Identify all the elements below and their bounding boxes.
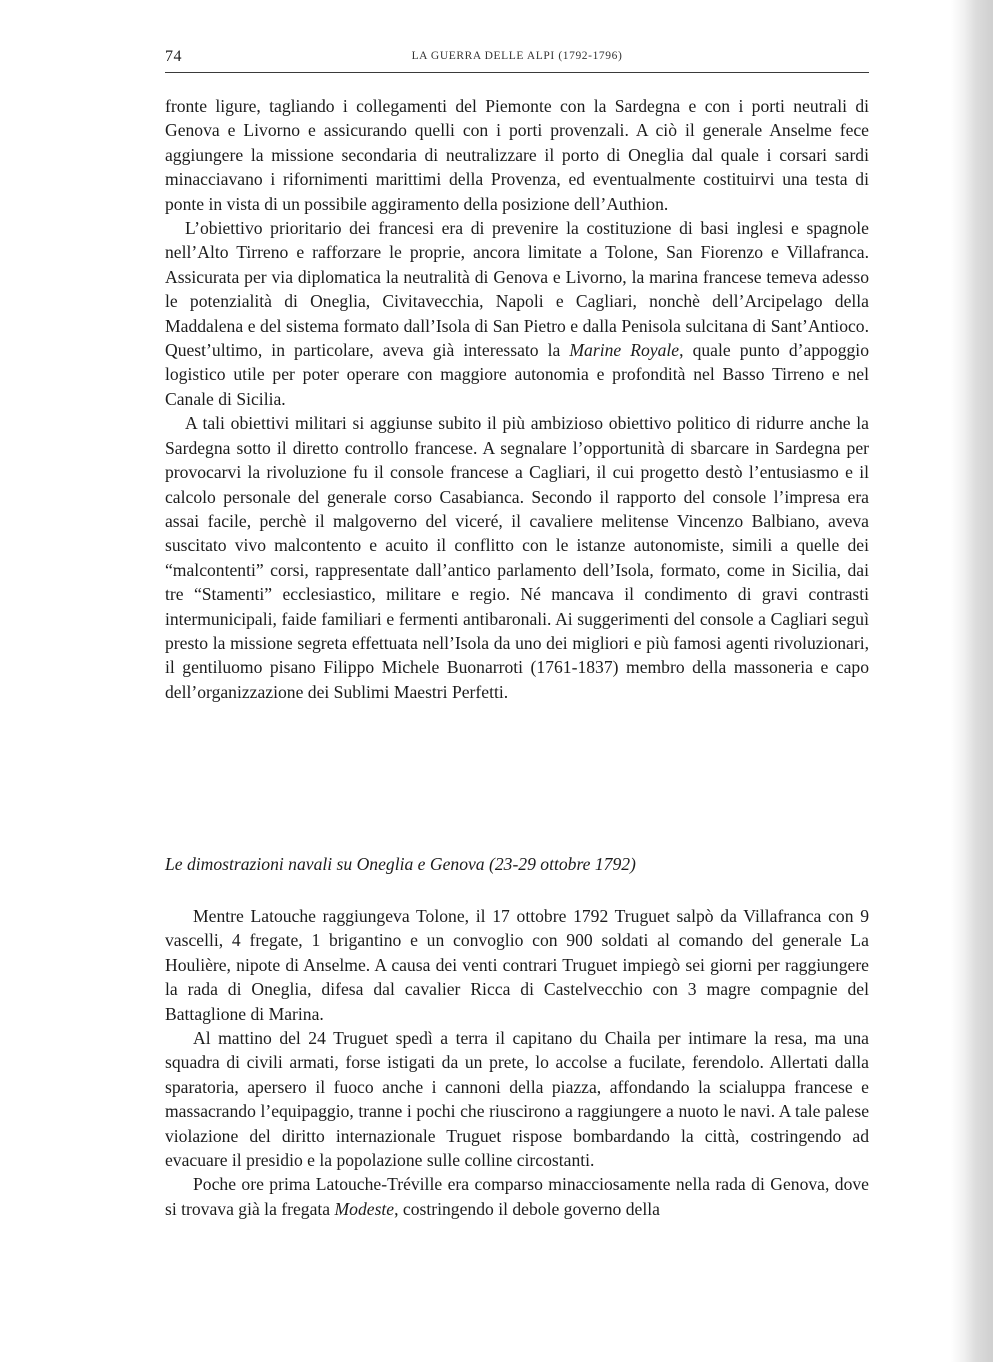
section-title: Le dimostrazioni navali su Oneglia e Genova (23-29 ottobre 1792) (165, 854, 636, 874)
paragraph: fronte ligure, tagliando i collegamenti del Piemonte con la Sardegna e con i porti neutrali di Genova e Livorno e assicurando quelli con i porti provenzali. A ciò il generale Anselme fece aggiungere la missione secondaria di neutralizzare il porto di Oneglia dal quale i corsari sardi minacciavano i rifornimenti marittimi della Provenza, ed eventualmente costituirvi una testa di ponte in vista di un possibile aggiramento della posizione dell’Authion. (165, 96, 869, 214)
page-number: 74 (165, 48, 182, 65)
page-edge-shadow (951, 0, 993, 1362)
paragraph: Mentre Latouche raggiungeva Tolone, il 17 ottobre 1792 Truguet salpò da Villafranca con 9 vascelli, 4 fregate, 1 brigantino e un convoglio con 900 soldati al comando del generale La Houlière, nipote di Anselme. A causa dei venti contrari Truguet impiegò sei giorni per raggiungere la rada di Oneglia, difesa dal cavalier Ricca di Castelvecchio con 3 magre compagnie del Battaglione di Marina. (165, 906, 869, 1024)
body-text (165, 94, 869, 704)
section-body-text (165, 904, 869, 1221)
italic-term: Modeste (334, 1198, 395, 1219)
paragraph: A tali obiettivi militari si aggiunse subito il più ambizioso obiettivo politico di ridurre anche la Sardegna sotto il diretto controllo francese. A segnalare l’opportunità di sbarcare in Sardegna per provocarvi la rivoluzione fu il console francese a Cagliari, il cui progetto destò l’entusiasmo e il calcolo personale del generale corso Casabianca. Secondo il rapporto del console l’impresa era assai facile, perchè il malgoverno del viceré, il cavaliere melitense Vincenzo Balbiano, aveva suscitato vivo malcontento e acuito il conflitto con le istanze autonomiste, simili a quelle dei “malcontenti” corsi, rappresentate dall’antico parlamento dell’Isola, formato, come in Sicilia, dai tre “Stamenti” ecclesiastico, militare e regio. Né mancava il condimento di gravi contrasti intermunicipali, faide familiari e fermenti antibaronali. Ai suggerimenti del console a Cagliari seguì presto la missione segreta effettuata nell’Isola da uno dei migliori e più famosi agenti rivoluzionari, il gentiluomo pisano Filippo Michele Buonarroti (1761-1837) membro della massoneria e capo dell’organizzazione dei Sublimi Maestri Perfetti. (165, 413, 869, 702)
running-head: LA GUERRA DELLE ALPI (1792-1796) (411, 50, 623, 62)
paragraph: L’obiettivo prioritario dei francesi era di prevenire la costituzione di basi inglesi e spagnole nell’Alto Tirreno e rafforzare le proprie, ancora limitate a Tolone, San Fiorenzo e Villafranca. Assicurata per via diplomatica la neutralità di Genova e Livorno, la marina francese temeva adesso le potenzialità di Oneglia, Civitavecchia, Napoli e Cagliari, nonchè dell’Arcipelago della Maddalena e del sistema formato dall’Isola di San Pietro e dalla Penisola sulcitana di Sant’Antioco. Quest’ultimo, in particolare, aveva già interessato la Marine Royale, quale punto d’appoggio logistico utile per poter operare con maggiore autonomia e profondità nel Basso Tirreno e nel Canale di Sicilia. (165, 218, 869, 409)
italic-term: Marine Royale (569, 340, 680, 361)
paragraph: Al mattino del 24 Truguet spedì a terra il capitano du Chaila per intimare la resa, ma una squadra di civili armati, forse istigati da un prete, lo accolse a fucilate, ferendolo. Allertati dalla sparatoria, apersero il fuoco anche i cannoni della piazza, affondando la scialuppa francese e massacrando l’equipaggio, tranne i pochi che riuscirono a raggiungere a nuoto le navi. A tale palese violazione del diritto internazionale Truguet rispose bombardando la città, costringendo ad evacuare il presidio e la popolazione sulle colline circostanti. (165, 1028, 869, 1171)
paragraph: Poche ore prima Latouche-Tréville era comparso minacciosamente nella rada di Genova, dove si trovava già la fregata Modeste, costringendo il debole governo della (165, 1174, 869, 1219)
page-header (165, 48, 869, 73)
